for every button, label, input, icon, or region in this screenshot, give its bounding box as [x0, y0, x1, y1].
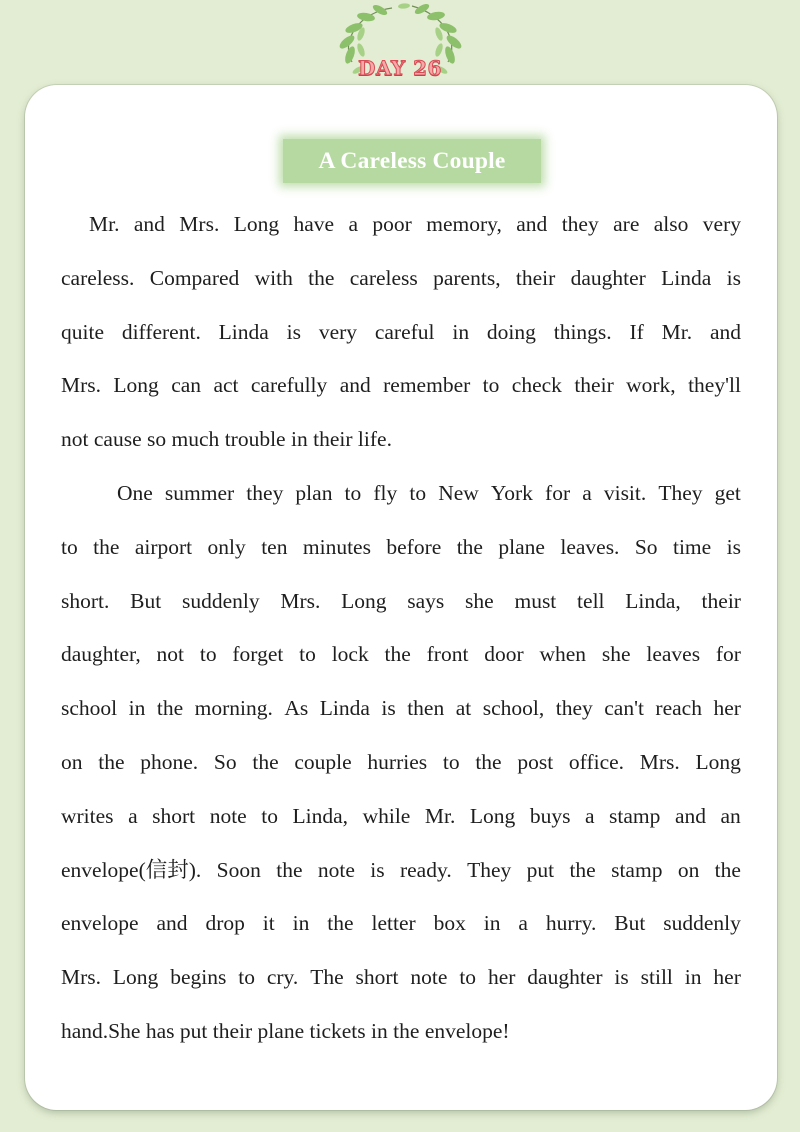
- story-line: daughter, not to forget to lock the front door when she leaves for: [61, 642, 741, 667]
- story-line: Mr. and Mrs. Long have a poor memory, and they are also very: [89, 212, 741, 236]
- story-line: hand.She has put their plane tickets in the envelope!: [61, 1018, 510, 1043]
- title-banner: [283, 139, 541, 183]
- story-line: Mrs. Long begins to cry. The short note to her daughter is still in her: [61, 965, 741, 990]
- story-body: [61, 198, 741, 1059]
- story-line: One summer they plan to fly to New York for a visit. They get: [117, 480, 741, 505]
- story-title: A Careless Couple: [318, 147, 506, 174]
- story-line: writes a short note to Linda, while Mr. Long buys a stamp and an: [61, 803, 741, 828]
- story-line: envelope(信封). Soon the note is ready. They put the stamp on the: [61, 857, 741, 882]
- story-line: careless. Compared with the careless parents, their daughter Linda is: [61, 265, 741, 290]
- story-line: quite different. Linda is very careful in doing things. If Mr. and: [61, 319, 741, 344]
- story-line: on the phone. So the couple hurries to the post office. Mrs. Long: [61, 749, 741, 774]
- story-line: short. But suddenly Mrs. Long says she must tell Linda, their: [61, 588, 741, 613]
- day-label: DAY 26: [358, 56, 442, 80]
- story-line: envelope and drop it in the letter box in a hurry. But suddenly: [61, 911, 741, 936]
- story-line: Mrs. Long can act carefully and remember to check their work, they'll: [61, 373, 741, 398]
- story-line: to the airport only ten minutes before the plane leaves. So time is: [61, 534, 741, 559]
- story-line: school in the morning. As Linda is then at school, they can't reach her: [61, 696, 741, 721]
- story-line: not cause so much trouble in their life.: [61, 427, 392, 452]
